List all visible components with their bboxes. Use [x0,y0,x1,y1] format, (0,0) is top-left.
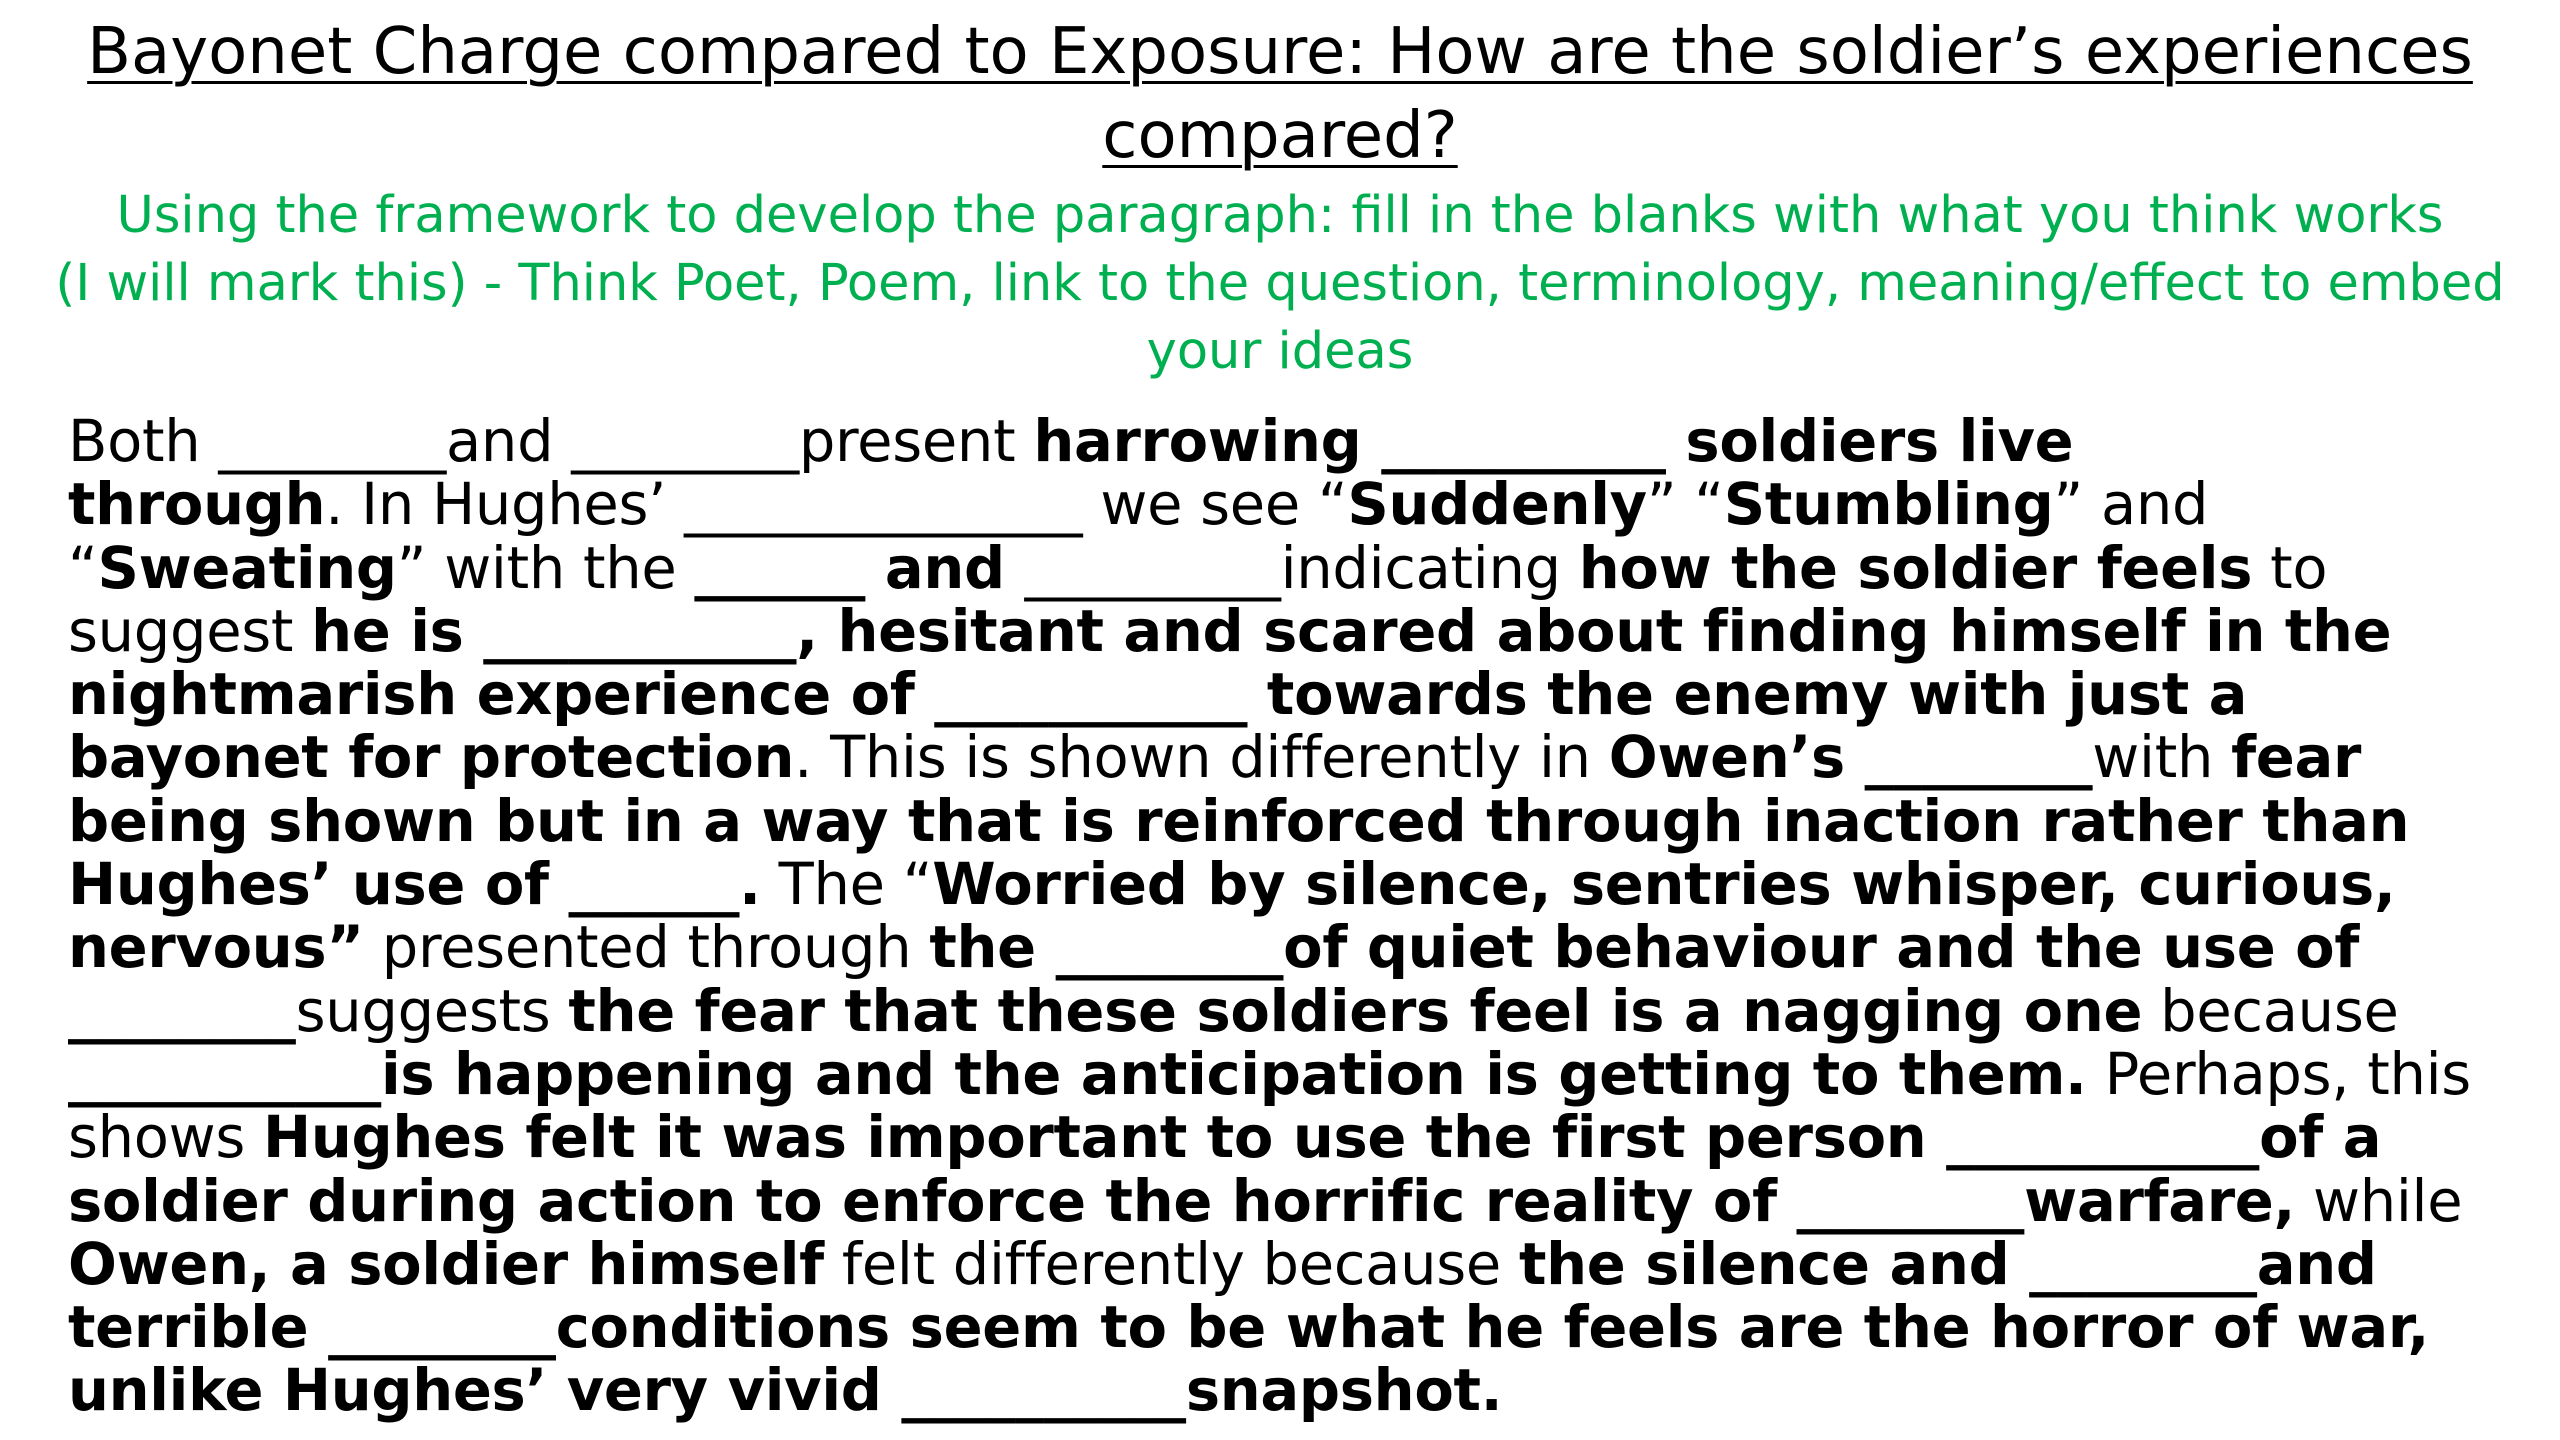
paragraph-line [68,1040,2538,1108]
paragraph-line [68,851,2538,919]
text-run: presented through [363,914,930,982]
text-run: Perhaps, this [2086,1040,2471,1108]
text-run: _________indicating [1024,534,1579,602]
text-run: felt differently because [823,1230,1519,1298]
bold-text-run: the silence and ________and [1518,1230,2377,1298]
text-run: shows [68,1104,264,1172]
bold-text-run: ______ and [694,534,1025,602]
paragraph-line [68,1104,2538,1172]
page-title [40,10,2520,178]
paragraph-line [68,914,2538,982]
paragraph-line [68,787,2538,855]
paragraph-line [68,1357,2538,1425]
text-run: “ [68,534,98,602]
instructions-line-2: (I will mark this) - Think Poet, Poem, link to the question, terminology, meaning/effect to embed [55,254,2505,313]
bold-text-run: Sweating [97,534,397,602]
bold-text-run: unlike Hughes’ very vivid __________snapshot. [68,1357,1503,1425]
bold-text-run: through [68,471,326,539]
instructions [30,182,2530,386]
text-run: Both ________and ________present [68,408,1034,475]
bold-text-run: terrible ________conditions seem to be what he feels are the horror of war, [68,1294,2430,1362]
text-run: while [2295,1167,2463,1235]
text-run: because [2142,977,2399,1045]
bold-text-run: Suddenly [1347,471,1647,539]
title-line-1: Bayonet Charge compared to Exposure: How are the soldier’s experiences [87,15,2473,89]
text-run: The “ [760,851,933,919]
bold-text-run: harrowing __________ soldiers live [1033,408,2074,475]
bold-text-run: the ________of quiet behaviour and the use of [929,914,2360,982]
bold-text-run: Hughes’ use of ______. [68,851,761,919]
bold-text-run: Hughes felt it was important to use the first person ___________of a [263,1104,2382,1172]
bold-text-run: fear [2231,724,2362,792]
paragraph-line [68,410,2538,473]
bold-text-run: how the soldier feels [1578,534,2253,602]
text-run: suggests [295,977,569,1045]
text-run: ” “ [1646,471,1724,539]
text-run: . This is shown differently in [794,724,1609,792]
bold-text-run: Stumbling [1723,471,2054,539]
text-run: suggest [68,597,312,665]
bold-text-run: ________ [68,977,296,1045]
bold-text-run: nervous” [68,914,364,982]
bold-text-run: being shown but in a way that is reinforced through inaction rather than [68,787,2410,855]
text-run: to [2252,534,2328,602]
title-line-2: compared? [1102,99,1458,173]
text-run: . In Hughes’ ______________ we see “ [325,471,1348,539]
text-run: with [2092,724,2232,792]
paragraph-line [68,597,2538,665]
bold-text-run: he is ___________, hesitant and scared about finding himself in the [311,597,2392,665]
bold-text-run: nightmarish experience of ___________ towards the enemy with just a [68,661,2248,729]
instructions-line-3: your ideas [1146,322,1414,381]
bold-text-run: the fear that these soldiers feel is a nagging one [568,977,2143,1045]
paragraph-line [68,977,2538,1045]
paragraph-line [68,534,2538,602]
bold-text-run: bayonet for protection [68,724,795,792]
bold-text-run: Owen’s ________ [1608,724,2093,792]
paragraph-line [68,1230,2538,1298]
bold-text-run: ___________is happening and the anticipation is getting to them. [68,1040,2087,1108]
paragraph-line [68,1167,2538,1235]
bold-text-run: soldier during action to enforce the horrific reality of ________warfare, [68,1167,2296,1235]
paragraph-line [68,724,2538,792]
text-run: ” and [2053,471,2209,539]
framework-paragraph [68,410,2538,1423]
paragraph-line [68,471,2538,539]
instructions-line-1: Using the framework to develop the paragraph: fill in the blanks with what you think works [116,186,2444,245]
paragraph-line [68,1294,2538,1362]
bold-text-run: Owen, a soldier himself [68,1230,824,1298]
bold-text-run: Worried by silence, sentries whisper, curious, [932,851,2396,919]
text-run: ” with the [396,534,695,602]
paragraph-line [68,661,2538,729]
